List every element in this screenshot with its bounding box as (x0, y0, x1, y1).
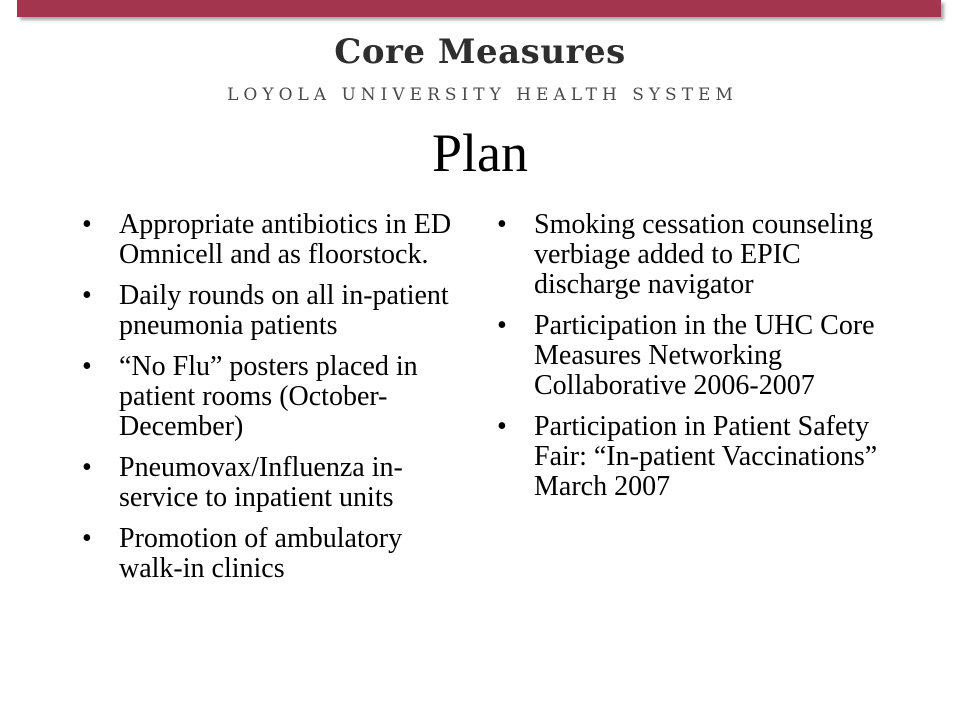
list-item-text: Participation in Patient Safety Fair: “In-patient Vaccinations” March 2007 (534, 411, 878, 502)
list-item-text: Pneumovax/Influenza in-service to inpatient units (119, 452, 403, 513)
list-item-text: Daily rounds on all in-patient pneumonia patients (119, 280, 449, 341)
bullet-icon: • (82, 280, 92, 311)
list-item-text: Smoking cessation counseling verbiage added to EPIC discharge navigator (534, 209, 874, 300)
bullet-icon: • (497, 310, 507, 341)
bullet-icon: • (82, 523, 92, 554)
list-item-text: Participation in the UHC Core Measures Networking Collaborative 2006-2007 (534, 310, 875, 401)
bullet-icon: • (82, 452, 92, 483)
list-item (497, 210, 887, 300)
bullet-list-left (82, 210, 462, 595)
bullet-icon: • (82, 209, 92, 240)
header-accent-bar (17, 0, 941, 17)
slide-title: Plan (431, 123, 528, 183)
list-item (497, 412, 887, 502)
bullet-icon: • (497, 411, 507, 442)
list-item (82, 352, 462, 442)
list-item-text: “No Flu” posters placed in patient rooms (October-December) (119, 351, 418, 442)
list-item (497, 311, 887, 401)
bullet-list-right (497, 210, 887, 513)
list-item-text: Appropriate antibiotics in ED Omnicell and as floorstock. (119, 209, 452, 270)
list-item (82, 210, 462, 270)
list-item (82, 281, 462, 341)
bullet-icon: • (497, 209, 507, 240)
list-item (82, 524, 462, 584)
list-item (82, 453, 462, 513)
bullet-icon: • (82, 351, 92, 382)
brand-subtitle: LOYOLA UNIVERSITY HEALTH SYSTEM (227, 85, 738, 105)
brand-title: Core Measures (334, 32, 626, 72)
list-item-text: Promotion of ambulatory walk-in clinics (119, 523, 403, 584)
